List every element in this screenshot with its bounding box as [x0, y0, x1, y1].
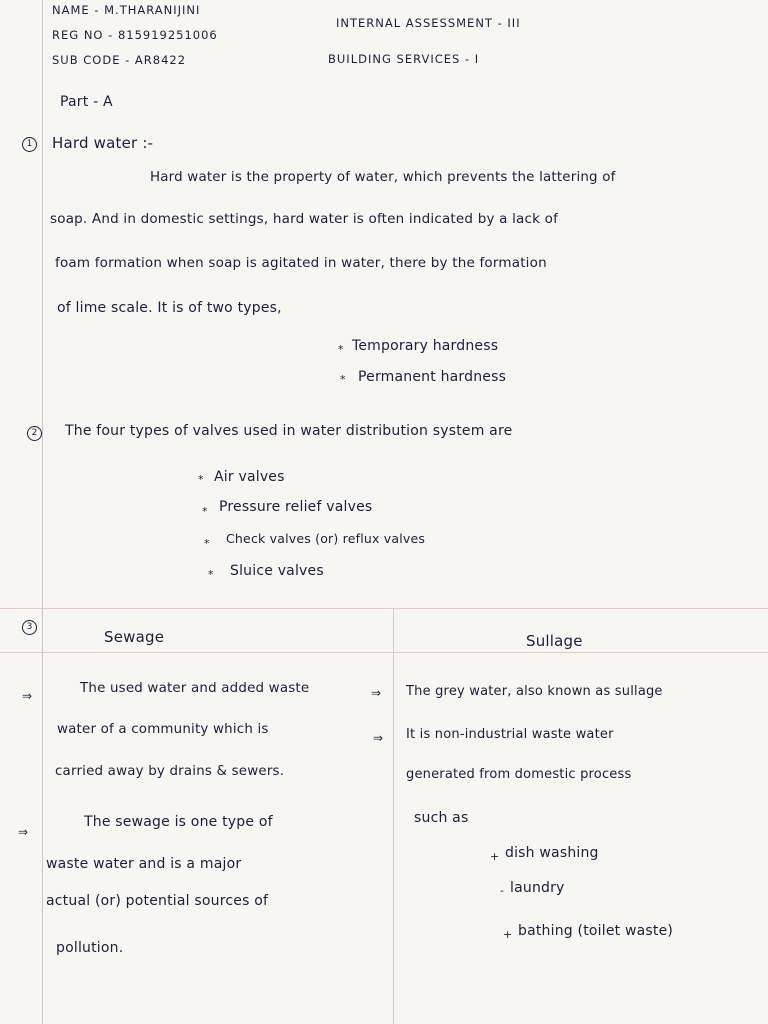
sullage-line-4: such as — [414, 810, 469, 826]
table-top-rule — [0, 608, 768, 609]
subject-code: SUB CODE - AR8422 — [52, 53, 187, 67]
valve-2: Pressure relief valves — [219, 499, 373, 515]
table-header-rule — [0, 652, 768, 653]
arrow-right-icon: ⇒ — [22, 689, 33, 703]
bullet-star-icon: * — [208, 568, 214, 581]
sullage-bullet-1: dish washing — [505, 845, 599, 861]
sullage-line-1: The grey water, also known as sullage — [406, 684, 663, 699]
question-1-number: 1 — [22, 137, 37, 152]
sewage-line-3: carried away by drains & sewers. — [55, 764, 285, 779]
question-3-number: 3 — [22, 620, 37, 635]
sewage-line-2: water of a community which is — [57, 722, 269, 737]
q1-line-1: Hard water is the property of water, which prevents the lattering of — [150, 170, 616, 185]
bullet-dash-icon: - — [500, 884, 504, 897]
hardness-type-1: Temporary hardness — [352, 338, 499, 354]
sewage-heading: Sewage — [104, 628, 165, 646]
sewage-line-4: The sewage is one type of — [84, 814, 273, 830]
sullage-bullet-3: bathing (toilet waste) — [518, 923, 674, 939]
q1-line-4: of lime scale. It is of two types, — [57, 300, 282, 316]
bullet-plus-icon: + — [503, 928, 513, 941]
valve-3: Check valves (or) reflux valves — [226, 531, 426, 546]
arrow-right-icon: ⇒ — [18, 825, 29, 839]
arrow-right-icon: ⇒ — [373, 731, 384, 745]
sullage-line-2: It is non-industrial waste water — [406, 727, 614, 742]
q1-line-2: soap. And in domestic settings, hard water is often indicated by a lack of — [50, 211, 559, 227]
assessment-title: INTERNAL ASSESSMENT - III — [336, 16, 521, 30]
part-label: Part - A — [60, 94, 113, 110]
question-1-title: Hard water :- — [52, 134, 154, 152]
valve-1: Air valves — [214, 469, 285, 485]
bullet-star-icon: * — [340, 373, 346, 386]
margin-line — [42, 0, 43, 1024]
bullet-star-icon: * — [198, 473, 204, 486]
sullage-line-3: generated from domestic process — [406, 767, 632, 782]
sewage-line-6: actual (or) potential sources of — [46, 893, 269, 909]
bullet-plus-icon: + — [490, 850, 500, 863]
table-column-divider — [393, 608, 394, 1024]
sullage-heading: Sullage — [526, 632, 583, 650]
q1-line-3: foam formation when soap is agitated in water, there by the formation — [55, 255, 547, 271]
bullet-star-icon: * — [204, 537, 210, 550]
arrow-right-icon: ⇒ — [371, 686, 382, 700]
bullet-star-icon: * — [338, 343, 344, 356]
sewage-line-7: pollution. — [56, 940, 124, 956]
student-name: NAME - M.THARANIJINI — [52, 3, 201, 17]
bullet-star-icon: * — [202, 505, 208, 518]
sullage-bullet-2: laundry — [510, 880, 565, 896]
sewage-line-1: The used water and added waste — [80, 681, 310, 696]
valve-4: Sluice valves — [230, 563, 324, 579]
register-number: REG NO - 815919251006 — [52, 28, 218, 42]
question-2-number: 2 — [27, 426, 42, 441]
question-2-intro: The four types of valves used in water distribution system are — [65, 423, 513, 439]
sewage-line-5: waste water and is a major — [46, 856, 242, 872]
subject-title: BUILDING SERVICES - I — [328, 52, 480, 66]
hardness-type-2: Permanent hardness — [358, 369, 507, 385]
